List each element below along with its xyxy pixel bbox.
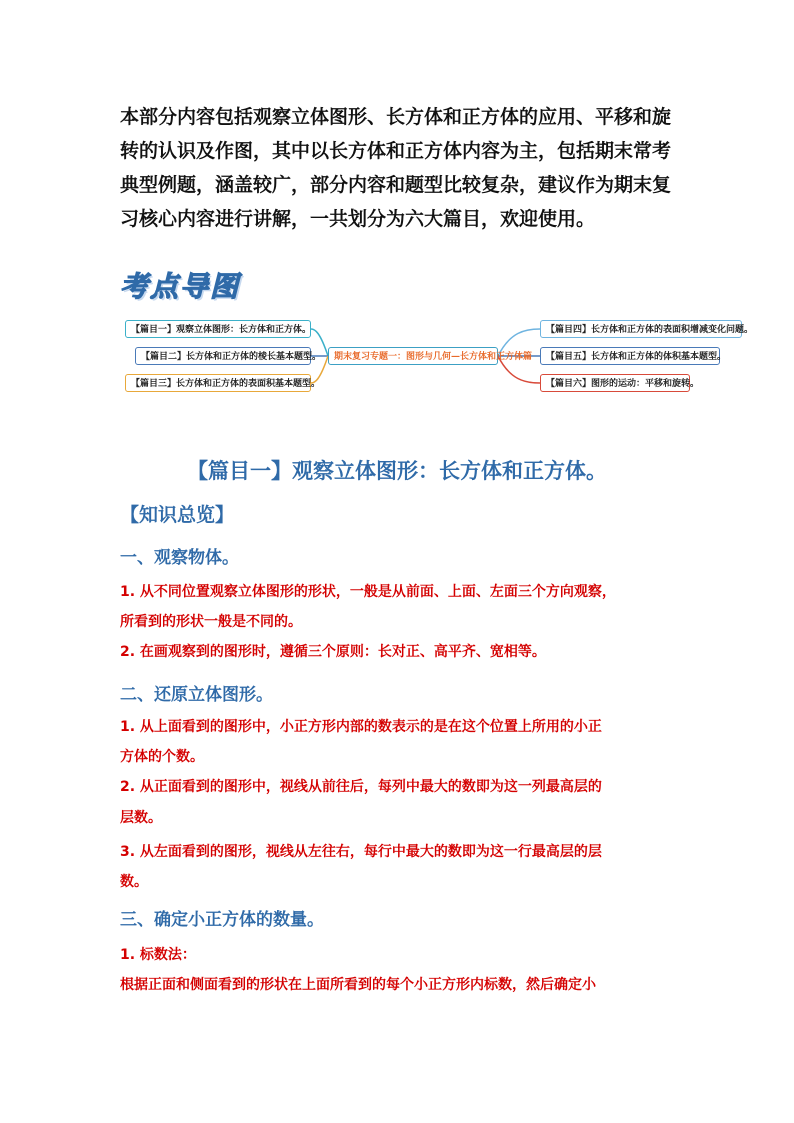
intro-line: 习核心内容进行讲解，一共划分为六大篇目，欢迎使用。 <box>120 208 596 230</box>
intro-line: 本部分内容包括观察立体图形、长方体和正方体的应用、平移和旋 <box>120 106 672 128</box>
heading-restore: 二、还原立体图形。 <box>120 685 273 705</box>
text-line: 2. 在画观察到的图形时，遵循三个原则：长对正、高平齐、宽相等。 <box>120 644 546 660</box>
section-title: 【篇目一】观察立体图形：长方体和正方体。 <box>187 459 607 483</box>
text-line: 1. 标数法： <box>120 947 196 963</box>
mind-map-node-3: 【篇目三】长方体和正方体的表面积基本题型。 <box>125 374 311 392</box>
mind-map <box>120 312 754 398</box>
intro-paragraph <box>120 100 680 236</box>
text-line: 1. 从不同位置观察立体图形的形状，一般是从前面、上面、左面三个方向观察， <box>120 584 616 600</box>
mind-map-node-5: 【篇目五】长方体和正方体的体积基本题型。 <box>540 347 720 365</box>
kaodian-title: 考点导图 <box>120 270 241 303</box>
mind-map-node-1: 【篇目一】观察立体图形：长方体和正方体。 <box>125 320 311 338</box>
mind-map-center: 期末复习专题一：图形与几何—长方体和正方体篇 <box>328 347 498 365</box>
text-line: 1. 从上面看到的图形中，小正方形内部的数表示的是在这个位置上所用的小正 <box>120 719 602 735</box>
text-line: 根据正面和侧面看到的形状在上面所看到的每个小正方形内标数，然后确定小 <box>120 977 596 993</box>
intro-line: 典型例题，涵盖较广，部分内容和题型比较复杂，建议作为期末复 <box>120 174 672 196</box>
text-line: 3. 从左面看到的图形，视线从左往右，每行中最大的数即为这一行最高层的层 <box>120 844 602 860</box>
text-line: 层数。 <box>120 810 162 826</box>
mind-map-node-6: 【篇目六】图形的运动：平移和旋转。 <box>540 374 690 392</box>
text-line: 2. 从正面看到的图形中，视线从前往后，每列中最大的数即为这一列最高层的 <box>120 779 602 795</box>
overview-heading: 【知识总览】 <box>120 504 235 526</box>
heading-observe: 一、观察物体。 <box>120 548 239 568</box>
mind-map-node-2: 【篇目二】长方体和正方体的棱长基本题型。 <box>135 347 311 365</box>
text-line: 所看到的形状一般是不同的。 <box>120 614 302 630</box>
mind-map-node-4: 【篇目四】长方体和正方体的表面积增减变化问题。 <box>540 320 742 338</box>
intro-line: 转的认识及作图，其中以长方体和正方体内容为主，包括期末常考 <box>120 140 672 162</box>
heading-count: 三、确定小正方体的数量。 <box>120 910 324 930</box>
text-line: 方体的个数。 <box>120 749 204 765</box>
text-line: 数。 <box>120 874 148 890</box>
